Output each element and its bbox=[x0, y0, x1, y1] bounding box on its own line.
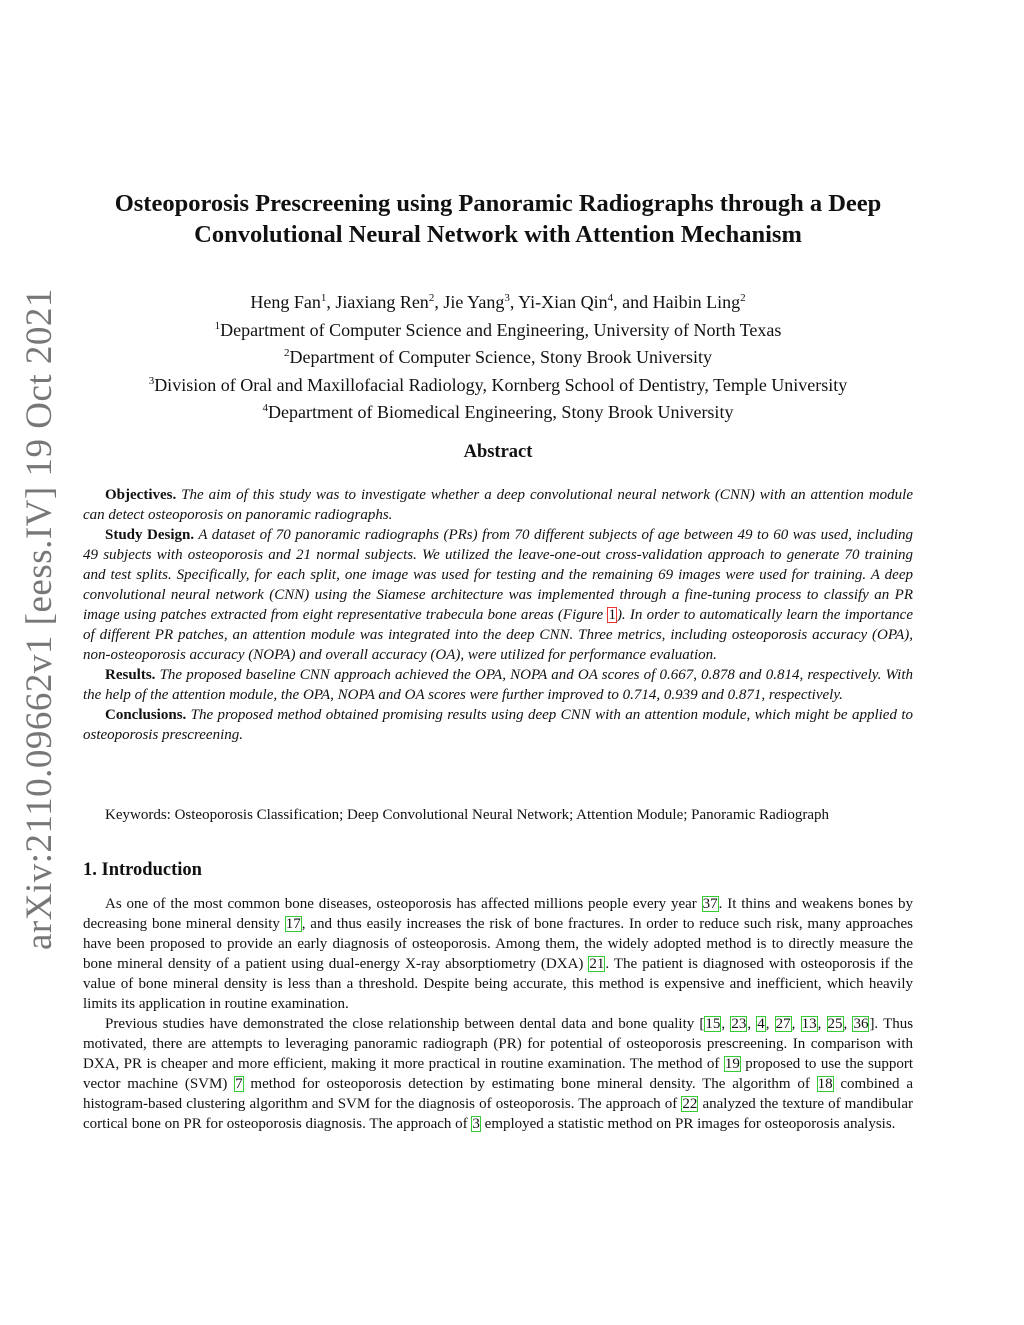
affiliation bbox=[60, 370, 936, 398]
affiliation-marker: 1 bbox=[214, 319, 221, 332]
author-name: Heng Fan bbox=[250, 292, 321, 312]
affiliation-marker: 4 bbox=[262, 402, 269, 414]
citation-link[interactable]: 23 bbox=[731, 1016, 747, 1032]
affiliation bbox=[60, 315, 936, 343]
citation-link[interactable]: 15 bbox=[705, 1016, 721, 1032]
abstract-label: Objectives. bbox=[105, 487, 177, 503]
citation-link[interactable]: 21 bbox=[589, 956, 605, 972]
intro-paragraph: Previous studies have demonstrated the close relationship between dental data and bone quality [15, 23, 4, 27, 13, 25, 36]. Thus motivated, there are attempts to leveraging panoramic radiograph (PR) for potential of osteoporosis prescreening. In comparison with DXA, PR is cheaper and more efficient, making it more practical in routine examination. The method of 19 proposed to use the support vector machine (SVM) 7 method for osteoporosis detection by estimating bone mineral density. The algorithm of 18 combined a histogram-based clustering algorithm and SVM for the diagnosis of osteoporosis. The approach of 22 analyzed the texture of mandibular cortical bone on PR for osteoporosis diagnosis. The approach of 3 employed a statistic method on PR images for osteoporosis analysis. bbox=[83, 1016, 914, 1132]
citation-link[interactable]: 3 bbox=[472, 1116, 480, 1132]
abstract-paragraph: Results. The proposed baseline CNN approach achieved the OPA, NOPA and OA scores of 0.667, 0.878 and 0.814, respectively. With the help of the attention module, the OPA, NOPA and OA scores were further improved to 0.714, 0.939 and 0.871, respectively. bbox=[83, 667, 913, 703]
affiliation-marker: 1 bbox=[320, 292, 327, 304]
author-name: Yi-Xian Qin bbox=[518, 292, 608, 312]
keywords: Keywords: Osteoporosis Classification; Deep Convolutional Neural Network; Attention Module; Panoramic Radiograph bbox=[105, 807, 830, 823]
affiliation-marker: 2 bbox=[428, 292, 435, 304]
affiliation-text: Department of Computer Science, Stony Brook University bbox=[289, 347, 712, 367]
abstract-heading: Abstract bbox=[463, 442, 533, 462]
citation-link[interactable]: 22 bbox=[682, 1096, 698, 1112]
citation-link[interactable]: 37 bbox=[702, 896, 718, 912]
citation-link[interactable]: 17 bbox=[285, 916, 301, 932]
author bbox=[443, 292, 510, 312]
affiliation-list bbox=[60, 315, 936, 425]
citation-link[interactable]: 4 bbox=[757, 1016, 765, 1032]
abstract-body bbox=[83, 485, 913, 745]
affiliation-text: Division of Oral and Maxillofacial Radiology, Kornberg School of Dentistry, Temple University bbox=[154, 374, 848, 395]
abstract-paragraph: Conclusions. The proposed method obtained promising results using deep CNN with an attention module, which might be applied to osteoporosis prescreening. bbox=[83, 707, 914, 743]
abstract-label: Study Design. bbox=[105, 527, 195, 543]
paper-title: Osteoporosis Prescreening using Panoramic Radiographs through a Deep Convolutional Neural Network with Attention Mechanism bbox=[114, 190, 882, 248]
author-block bbox=[60, 287, 936, 425]
affiliation-marker: 3 bbox=[504, 292, 510, 304]
citation-link[interactable]: 13 bbox=[801, 1016, 817, 1032]
affiliation bbox=[60, 342, 936, 370]
affiliation-marker: 4 bbox=[607, 292, 614, 304]
citation-link[interactable]: 27 bbox=[775, 1016, 791, 1032]
author bbox=[653, 292, 746, 312]
citation-link[interactable]: 36 bbox=[853, 1016, 869, 1032]
affiliation bbox=[60, 397, 936, 425]
author bbox=[250, 292, 326, 312]
section-heading: 1. Introduction bbox=[83, 860, 202, 880]
affiliation-text: Department of Computer Science and Engineering, University of North Texas bbox=[220, 319, 782, 340]
affiliation-marker: 3 bbox=[148, 374, 155, 387]
author-name: Jiaxiang Ren bbox=[335, 292, 429, 312]
citation-link[interactable]: 19 bbox=[724, 1056, 740, 1072]
arxiv-identifier: arXiv:2110.09662v1 [eess.IV] 19 Oct 2021 bbox=[19, 288, 60, 950]
author-list: Heng Fan$^1$, Jiaxiang Ren$^2$, Jie Yang$^3$, Yi-Xian Qin$^4$, and Haibin Ling$^2$ bbox=[250, 292, 746, 312]
abstract-label: Results. bbox=[105, 667, 156, 683]
citation-link[interactable]: 18 bbox=[817, 1076, 833, 1092]
abstract-paragraph: Study Design. A dataset of 70 panoramic radiographs (PRs) from 70 different subjects of age between 49 to 60 was used, including 49 subjects with osteoporosis and 21 normal subjects. We utilized the leave-one-out cross-validation approach to generate 70 training and test splits. Specifically, for each split, one image was used for testing and the remaining 69 images were used for training. A deep convolutional neural network (CNN) using the Siamese architecture was implemented through a fine-tuning process to classify an PR image using patches extracted from eight representative trabecula bone areas (Figure 1). In order to automatically learn the importance of different PR patches, an attention module was integrated into the deep CNN. Three metrics, including osteoporosis accuracy (OPA), non-osteoporosis accuracy (NOPA) and overall accuracy (OA), were utilized for performance evaluation. bbox=[83, 527, 914, 663]
citation-link[interactable]: 7 bbox=[235, 1076, 243, 1092]
affiliation-text: Department of Biomedical Engineering, Stony Brook University bbox=[268, 402, 734, 422]
author-name: Jie Yang bbox=[443, 292, 505, 312]
author-name: Haibin Ling bbox=[652, 292, 741, 312]
abstract-label: Conclusions. bbox=[105, 707, 187, 723]
affiliation-marker: 2 bbox=[284, 347, 290, 359]
introduction-body bbox=[83, 894, 913, 1134]
figure-link[interactable]: 1 bbox=[608, 607, 616, 623]
abstract-paragraph: Objectives. The aim of this study was to investigate whether a deep convolutional neural network (CNN) with an attention module can detect osteoporosis on panoramic radiographs. bbox=[83, 487, 914, 523]
citation-link[interactable]: 25 bbox=[827, 1016, 843, 1032]
affiliation-marker: 2 bbox=[740, 292, 746, 304]
intro-paragraph: As one of the most common bone diseases, osteoporosis has affected millions people every year 37. It thins and weakens bones by decreasing bone mineral density 17, and thus easily increases the risk of bone fractures. In order to reduce such risk, many approaches have been proposed to provide an early diagnosis of osteoporosis. Among them, the widely adopted method is to directly measure the bone mineral density of a patient using dual-energy X-ray absorptiometry (DXA) 21. The patient is diagnosed with osteoporosis if the value of bone mineral density is less than a threshold. Despite being accurate, this method is expensive and inefficient, which heavily limits its application in routine examination. bbox=[83, 896, 914, 1012]
author bbox=[335, 292, 434, 312]
author bbox=[518, 292, 613, 312]
